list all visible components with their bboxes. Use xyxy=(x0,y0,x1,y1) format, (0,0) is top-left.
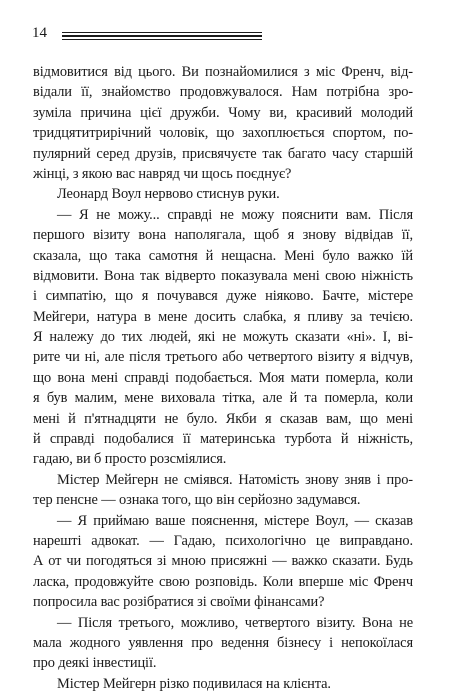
page-number: 14 xyxy=(32,25,47,41)
text-line: про деякі інвестиції. xyxy=(33,655,157,672)
text-line: нарешті адвокат. — Гадаю, психологічно це виправдано. xyxy=(33,532,413,549)
text-line: відмовити. Вона так відверто показувала мені свою ніжність xyxy=(33,267,413,284)
text-line: попросила вас розібратися зі своїми фінансами? xyxy=(33,594,325,611)
text-line: — Я не можу... справді не можу пояснити вам. Після xyxy=(57,206,413,223)
text-line: Леонард Воул нервово стиснув руки. xyxy=(57,186,280,203)
text-line: Мейгери, натура в мене досить слабка, я пливу за течією. xyxy=(33,308,413,325)
text-line: Містер Мейгерн різко подивилася на клієнта. xyxy=(57,675,331,692)
text-line: рите чи ні, але після третього або четвертого візиту я відчув, xyxy=(33,349,413,366)
text-line: сказала, що така самотня й нещасна. Мені було важко їй xyxy=(33,247,413,264)
page-header xyxy=(32,22,412,44)
body-text xyxy=(33,62,413,694)
text-line: ласка, продовжуйте свою розповідь. Коли вперше міс Френч xyxy=(33,573,413,590)
header-rule xyxy=(62,35,262,37)
text-line: й справді подобалися її материнська турбота й ніжність, xyxy=(33,431,413,448)
text-line: Містер Мейгерн не сміявся. Натомість знову зняв і про- xyxy=(57,471,413,488)
text-line: що вона мені справді подобається. Моя мати померла, коли xyxy=(33,369,413,386)
text-line: Я належу до тих людей, які не можуть сказати «ні». І, ві- xyxy=(33,329,413,346)
text-line: мала жодного уявлення про ведення бізнесу і непокоїлася xyxy=(33,634,413,651)
text-line: гадаю, ви б просто розсміялися. xyxy=(33,451,227,468)
text-line: і симпатію, що я почувався дуже ніяково. Бачте, містере xyxy=(33,288,413,305)
text-line: зуміла причина цієї дружби. Чому ви, красивий молодий xyxy=(33,104,413,121)
text-line: пулярний серед друзів, присвячуєте так багато часу старшій xyxy=(33,145,413,162)
text-line: жінці, з якою вас навряд чи щось поєднує? xyxy=(33,165,292,182)
text-line: я був малим, мене виховала тітка, але й та померла, коли xyxy=(33,390,413,407)
text-line: тридцятитрирічний чоловік, що захоплюється спортом, по- xyxy=(33,125,413,142)
text-line: — Після третього, можливо, четвертого візиту. Вона не xyxy=(57,614,413,631)
text-line: першого візиту вона наполягала, щоб я знову відвідав її, xyxy=(33,227,413,244)
text-line: — Я приймаю ваше пояснення, містере Воул, — сказав xyxy=(57,512,413,529)
text-line: відмовитися від цього. Ви познайомилися з міс Френч, від- xyxy=(33,64,413,80)
text-line: тер пенсне — ознака того, що він серйозно задумався. xyxy=(33,492,361,509)
header-rule xyxy=(62,32,262,33)
text-line: відали її, знайомство продовжувалося. Нам потрібна зро- xyxy=(33,84,413,101)
text-line: А от чи погодяться зі мною присяжні — важко сказати. Будь xyxy=(33,553,413,570)
text-line: мені й п'ятнадцяти не було. Якби я сказав вам, що мені xyxy=(33,410,413,427)
header-rule xyxy=(62,39,262,40)
